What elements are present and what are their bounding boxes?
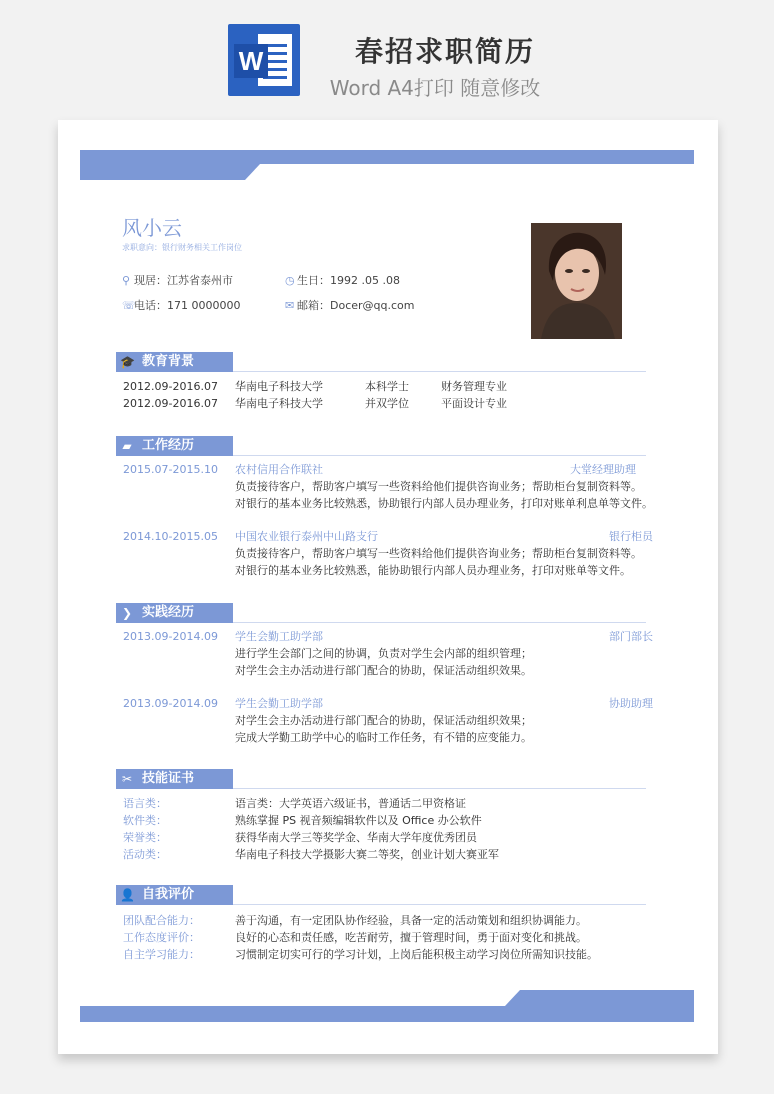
phone-icon: ☏ <box>122 299 136 312</box>
section-skills: ✂ 技能证书 <box>116 769 233 789</box>
phone-info: ☏电话：171 0000000 <box>122 299 241 312</box>
location-pin-icon: ⚲ <box>122 274 131 287</box>
page-title: 春招求职简历 <box>354 35 535 68</box>
resume-paper: 风小云 求职意向：银行财务相关工作岗位 ⚲ 现居：江苏省泰州市 ◷ 生日：1992 .05 .08 ☏电话：171 0000000 ✉ 邮箱：Docer@qq.com 🎓 教育背景 2012.09-2016.07 华南电子科技大学 本科学士 财务管理专业 2012.09-2016.07 华南电子科技大学 并双学位 平面设计专业 ▰ 工作经历 2015.07-2015.10 农村信用合作联社 大堂经理助理 负责接待客户，帮助客户填写一些资料给他们提供咨询业务；帮助柜台复制资料等。 对银行的基本业务比较熟悉，协助银行内部人员办理业务，打印对账单利息单等文件。 2014.10-2015.05 中国农业银行泰州中山路支行 银行柜员 负责接待客户，帮助客户填写一些资料给他们提供咨询业务；帮助柜台复制资料等。 对银行的基本业务比较熟悉，能协助银行内部人员办理业务，打印对账单等文件。 ❯ 实践经历 2013.09-2014.09 学生会勤工助学部 部门部长 进行学生会部门之间的协调，负责对学生会内部的组织管理； 对学生会主办活动进行部门配合的协助，保证活动组织效果。 2013.09-2014.09 学生会勤工助学部 协助助理 对学生会主办活动进行部门配合的协助，保证活动组织效果； 完成大学勤工助学中心的临时工作任务，有不错的应变能力。 ✂ 技能证书 语言类： 语言类：大学英语六级证书，普通话二甲资格证 软件类： 熟练掌握 PS 视音频编辑软件以及 Office 办公软件 荣誉类： 获得华南大学三等奖学金、华南大学年度优秀团员 活动类： 华南电子科技大学摄影大赛二等奖，创业计划大赛亚军 👤 自我评价 团队配合能力： 善于沟通，有一定团队协作经验，具备一定的活动策划和组织协调能力。 工作态度评价： 良好的心态和责任感，吃苦耐劳，擅于管理时间，勇于面对变化和挑战。 自主学习能力： 习惯制定切实可行的学习计划，上岗后能积极主动学习岗位所需知识技能。 <box>58 120 718 1054</box>
job-intent: 求职意向：银行财务相关工作岗位 <box>122 243 242 252</box>
bottom-band <box>80 990 694 1022</box>
page-subtitle: Word A4打印 随意修改 <box>329 76 541 100</box>
section-work: ▰ 工作经历 <box>116 436 233 456</box>
candidate-name: 风小云 <box>122 216 182 240</box>
page-header <box>0 0 774 110</box>
birthday-info: ◷ 生日：1992 .05 .08 <box>285 274 400 287</box>
section-self-evaluation: 👤 自我评价 <box>116 885 233 905</box>
section-practice: ❯ 实践经历 <box>116 603 233 623</box>
mail-icon: ✉ <box>285 299 295 312</box>
chevron-right-icon: ❯ <box>121 606 133 620</box>
email-info: ✉ 邮箱：Docer@qq.com <box>285 299 415 312</box>
section-education: 🎓 教育背景 <box>116 352 233 372</box>
briefcase-icon: ▰ <box>122 439 132 453</box>
location-info: ⚲ 现居：江苏省泰州市 <box>122 274 233 287</box>
clock-icon: ◷ <box>285 274 295 287</box>
profile-photo <box>531 223 622 339</box>
word-logo-icon: W <box>228 24 300 96</box>
user-icon: 👤 <box>120 888 135 902</box>
graduation-cap-icon: 🎓 <box>120 355 135 369</box>
top-band <box>80 150 694 180</box>
tools-icon: ✂ <box>121 772 133 786</box>
